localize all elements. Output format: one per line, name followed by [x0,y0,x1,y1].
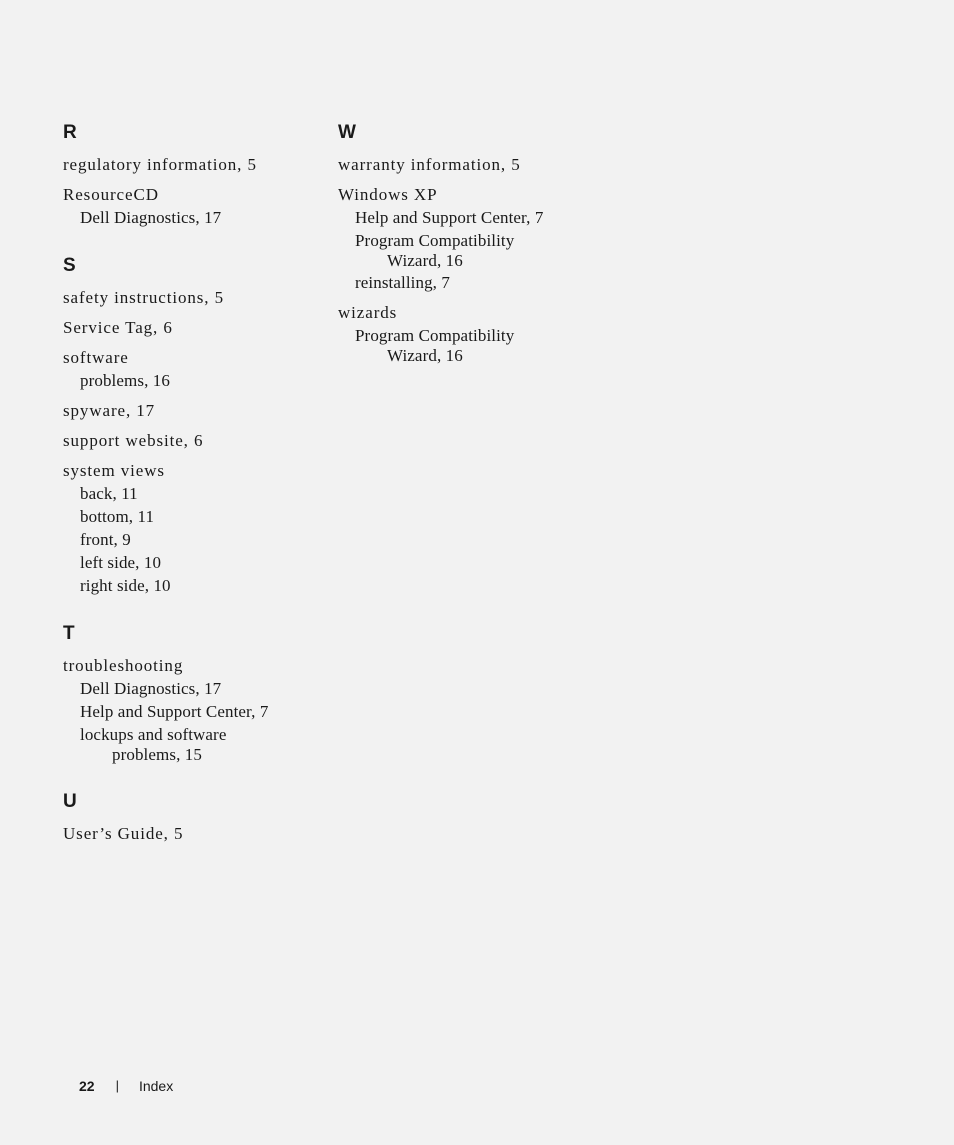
subentry-text: right side, 10 [80,576,171,595]
index-subentry [338,206,588,229]
index-subentry [338,271,588,294]
index-entry [63,347,313,392]
index-section [63,122,313,229]
section-letter: R [63,122,77,143]
index-section [338,122,588,366]
subentry-text: Dell Diagnostics, 17 [80,679,222,698]
index-subentry [63,482,313,505]
index-entry [63,823,313,845]
index-subentry [63,700,313,723]
index-term: regulatory information, 5 [63,155,257,174]
subentry-continuation: Wizard, 16 [387,346,463,365]
subentry-text: problems, 16 [80,371,170,390]
subentry-text: Help and Support Center, 7 [355,208,544,227]
page-number: 22 [79,1078,95,1094]
index-term: ResourceCD [63,185,159,204]
index-subentry [63,369,313,392]
index-section [63,791,313,845]
index-subentry [63,528,313,551]
index-term: warranty information, 5 [338,155,521,174]
index-entry [338,154,588,176]
index-subentry [338,324,588,366]
index-subentry [338,229,588,271]
index-term: spyware, 17 [63,401,156,420]
index-section [63,255,313,597]
index-column-right [338,122,588,392]
index-subentry [63,505,313,528]
subentry-text: reinstalling, 7 [355,273,450,292]
index-term: safety instructions, 5 [63,288,224,307]
index-term: Service Tag, 6 [63,318,173,337]
subentry-continuation: Wizard, 16 [387,251,463,270]
subentry-text: left side, 10 [80,553,162,572]
section-letter: W [338,122,356,143]
index-term: Windows XP [338,185,438,204]
page-footer [79,1077,173,1095]
index-subentry [63,723,313,765]
index-entry [63,287,313,309]
index-term: system views [63,461,165,480]
index-term: software [63,348,129,367]
index-entry [63,154,313,176]
index-entry [63,430,313,452]
index-entry [63,317,313,339]
index-term: support website, 6 [63,431,204,450]
index-term: User’s Guide, 5 [63,824,184,843]
section-letter: S [63,255,76,276]
subentry-continuation: problems, 15 [112,745,202,764]
index-entry [338,302,588,366]
subentry-text: Program Compatibility [355,326,515,345]
index-subentry [63,206,313,229]
index-term: troubleshooting [63,656,184,675]
subentry-text: front, 9 [80,530,131,549]
subentry-text: Help and Support Center, 7 [80,702,269,721]
index-subentry [63,551,313,574]
section-letter: U [63,791,77,812]
subentry-text: Dell Diagnostics, 17 [80,208,222,227]
subentry-text: lockups and software [80,725,227,744]
index-subentry [63,574,313,597]
section-letter: T [63,623,75,644]
index-subentry [63,677,313,700]
index-entry [63,184,313,229]
footer-section-title: Index [138,1078,174,1094]
subentry-text: bottom, 11 [80,507,155,526]
index-column-left [63,122,313,871]
index-section [63,623,313,765]
footer-separator: | [115,1078,119,1093]
index-entry [63,400,313,422]
index-term: wizards [338,303,398,322]
index-entry [338,184,588,294]
index-entry [63,655,313,765]
subentry-text: Program Compatibility [355,231,515,250]
subentry-text: back, 11 [80,484,138,503]
index-entry [63,460,313,597]
